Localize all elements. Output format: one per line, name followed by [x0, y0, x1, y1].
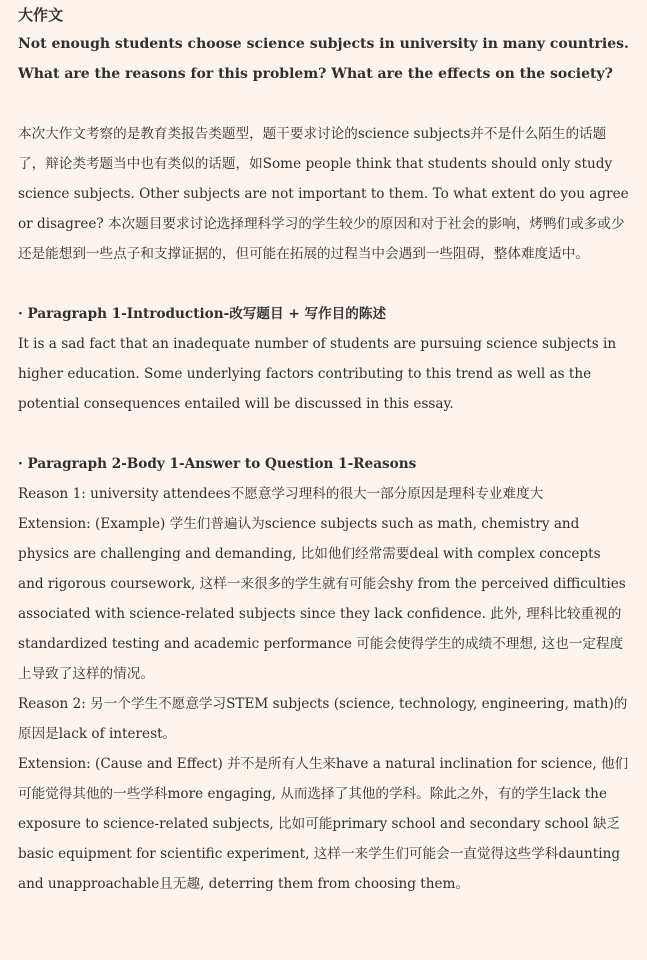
- paragraph-1-text: It is a sad fact that an inadequate number of students are pursuing science subjects in higher education. Some underlying factors contributing to this trend as well as the potential consequences entailed will be discussed in this essay.: [18, 336, 617, 412]
- page-title: 大作文: [18, 6, 64, 24]
- reason-1: Reason 1: university attendees不愿意学习理科的很大一部分原因是理科专业难度大: [18, 486, 544, 502]
- extension-1: Extension: (Example) 学生们普遍认为science subjects such as math, chemistry and physics are challenging and demanding, 比如他们经常需要deal with complex concepts and rigorous coursework, 这样一来很多的学生就有可能会shy from the perceived difficulties associated with science-related subjects since they lack confidence. 此外, 理科比较重视的standardized testing and academic performance 可能会使得学生的成绩不理想, 这也一定程度上导致了这样的情况。: [18, 516, 626, 682]
- spacer: [18, 419, 629, 449]
- essay-question: Not enough students choose science subjects in university in many countries. What are the reasons for this problem? What are the effects on the society?: [18, 36, 629, 82]
- intro-paragraph: 本次大作文考察的是教育类报告类题型，题干要求讨论的science subjects并不是什么陌生的话题了，辩论类考题当中也有类似的话题，如Some people think that students should only study science subjects. Other subjects are not important to them. To what extent do you agree or disagree? 本次题目要求讨论选择理科学习的学生较少的原因和对于社会的影响，烤鸭们或多或少还是能想到一些点子和支撑证据的，但可能在拓展的过程当中会遇到一些阻碍，整体难度适中。: [18, 126, 629, 262]
- reason-2: Reason 2: 另一个学生不愿意学习STEM subjects (science, technology, engineering, math)的原因是lack of interest。: [18, 696, 628, 742]
- spacer: [18, 269, 629, 299]
- extension-2: Extension: (Cause and Effect) 并不是所有人生来have a natural inclination for science, 他们可能觉得其他的一些学科more engaging, 从而选择了其他的学科。除此之外，有的学生lack the exposure to science-related subjects, 比如可能primary school and secondary school 缺乏basic equipment for scientific experiment, 这样一来学生们可能会一直觉得这些学科daunting and unapproachable且无趣, deterring them from choosing them。: [18, 756, 629, 892]
- section-heading-paragraph-1: · Paragraph 1-Introduction-改写题目 + 写作目的陈述: [18, 306, 387, 322]
- section-heading-paragraph-2: · Paragraph 2-Body 1-Answer to Question 1-Reasons: [18, 456, 417, 472]
- spacer: [18, 89, 629, 119]
